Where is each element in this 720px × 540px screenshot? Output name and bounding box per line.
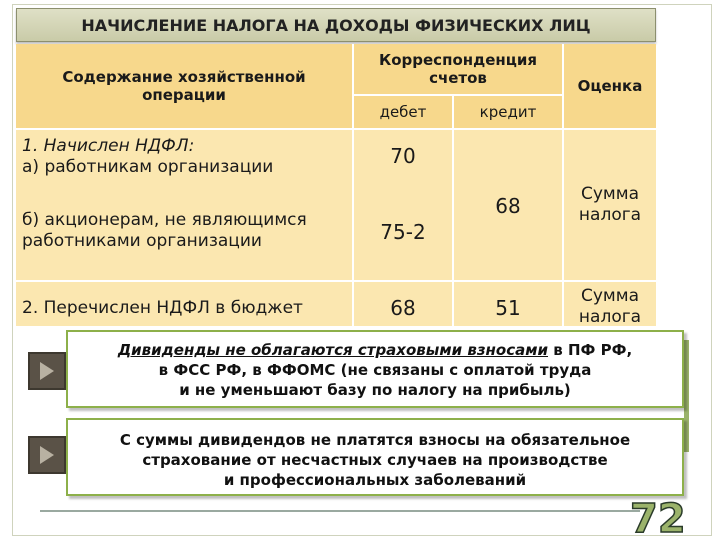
row2-credit: 68 <box>495 194 521 218</box>
page-number: 72 <box>630 496 686 540</box>
bottom-divider <box>40 510 640 512</box>
header-correspondence: Корреспонденция счетов <box>354 44 562 94</box>
row1-subtitle: а) работникам организации <box>22 157 274 177</box>
slide-title: НАЧИСЛЕНИЕ НАЛОГА НА ДОХОДЫ ФИЗИЧЕСКИХ ЛИЦ <box>16 8 656 42</box>
arrow-right-icon <box>28 352 66 390</box>
dividends-note-line3: и не уменьшают базу по налогу на прибыль) <box>179 381 571 399</box>
row3-debit: 68 <box>390 296 416 320</box>
dividends-note-line2: в ФСС РФ, в ФФОМС (не связаны с оплатой труда <box>158 361 592 379</box>
row1-title: 1. Начислен НДФЛ: <box>22 136 195 156</box>
dividends-note <box>66 330 684 408</box>
arrow-right-icon <box>28 436 66 474</box>
header-credit: кредит <box>454 96 562 128</box>
header-content: Содержание хозяйственной операции <box>16 44 352 128</box>
row1-debit: 70 <box>390 144 416 168</box>
row1-content <box>22 136 348 178</box>
insurance-note-line1: С суммы дивидендов не платятся взносы на обязательное <box>119 431 631 449</box>
header-debit: дебет <box>354 96 452 128</box>
dividends-note-emphasis: Дивиденды не облагаются страховыми взносами <box>117 341 549 359</box>
row3-content: 2. Перечислен НДФЛ в бюджет <box>22 298 303 318</box>
insurance-note-line3: и профессиональных заболеваний <box>223 471 527 489</box>
decorative-bar <box>684 340 689 452</box>
insurance-note-line2: страхование от несчастных случаев на производстве <box>142 451 608 469</box>
row2-debit: 75-2 <box>380 220 426 244</box>
header-estimate: Оценка <box>564 44 656 128</box>
row2-content: б) акционерам, не являющимся работниками организации <box>22 210 307 251</box>
dividends-note-line1: в ПФ РФ, <box>548 341 633 359</box>
row3-credit: 51 <box>495 296 521 320</box>
insurance-note <box>66 418 684 496</box>
row3-estimate: Сумма налога <box>578 286 642 327</box>
row2-estimate: Сумма налога <box>578 184 642 225</box>
accounting-table <box>16 44 656 326</box>
